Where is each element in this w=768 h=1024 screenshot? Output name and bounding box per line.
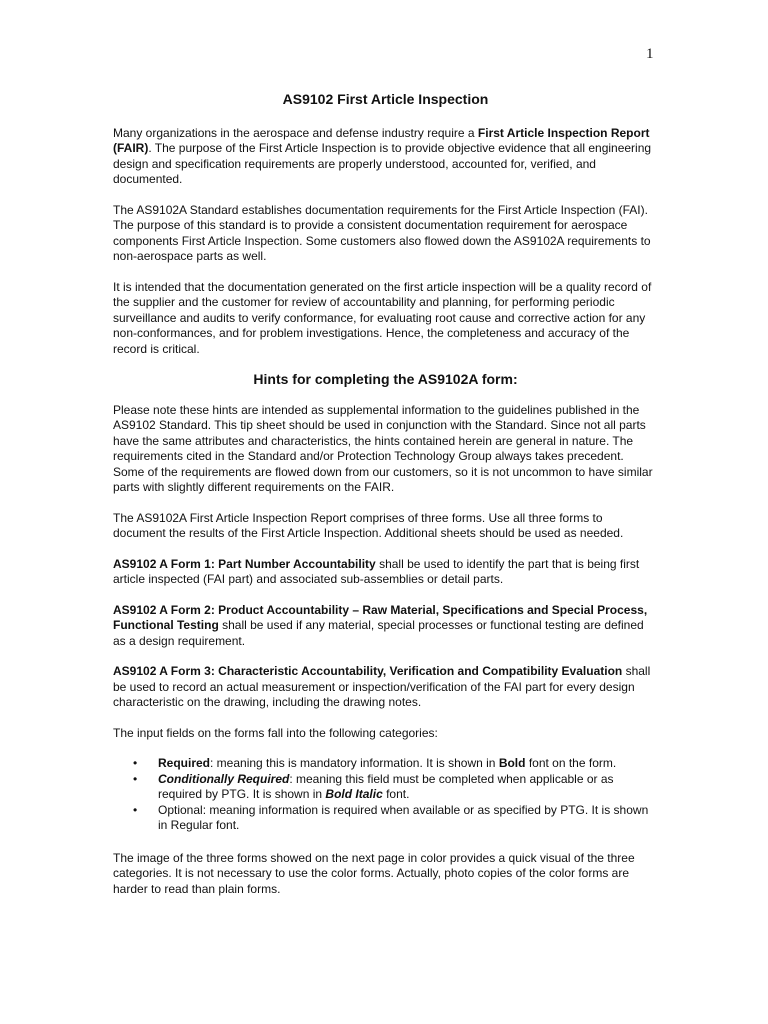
form-1-label: AS9102 A Form 1: Part Number Accountability xyxy=(113,556,376,571)
hints-paragraph-1: Please note these hints are intended as supplemental information to the guidelines published in the AS9102 Standard. This tip sheet should be used in conjunction with the Standard. Since not all parts have the same attributes and characteristics, the hints contained herein are general in nature. The requirements cited in the Standard and/or Protection Technology Group always takes precedent. Some of the requirements are flowed down from our customers, so it is not uncommon to have similar parts with slightly different requirements on the FAIR. xyxy=(113,402,653,494)
form-3-text: shall be used to record an actual measurement or inspection/verification of the FAI part for every design characteristic on the drawing, including the drawing notes. xyxy=(113,664,651,709)
bullet-icon: • xyxy=(133,802,138,817)
list-item-conditional xyxy=(113,772,658,803)
required-text-b: font on the form. xyxy=(525,756,617,770)
categories-intro: The input fields on the forms fall into the following categories: xyxy=(113,725,438,740)
required-emph: Bold xyxy=(498,756,526,770)
fair-term: First Article Inspection Report (FAIR) xyxy=(113,125,650,155)
list-item-required xyxy=(113,756,658,772)
required-label: Required xyxy=(158,756,211,770)
optional-text: Optional: meaning information is required when available or as specified by PTG. It is shown in Regular font. xyxy=(158,802,649,832)
intro-paragraph-3: It is intended that the documentation generated on the first article inspection will be a quality record of the supplier and the customer for review of accountability and planning, for performing periodic surveillance and audits to verify conformance, for evaluating root cause and corrective action for any non-conformances, and for problem investigations. Hence, the completeness and accuracy of the record is critical. xyxy=(113,279,652,356)
hints-heading: Hints for completing the AS9102A form: xyxy=(253,371,518,387)
intro-paragraph-2: The AS9102A Standard establishes documentation requirements for the First Article Inspection (FAI). The purpose of this standard is to provide a consistent documentation requirement for aerospace components First Article Inspection. Some customers also flowed down the AS9102A requirements to non-aerospace parts as well. xyxy=(113,202,651,263)
bullet-icon: • xyxy=(133,771,138,786)
form-1-text: shall be used to identify the part that is being first article inspected (FAI part) and associated sub-assemblies or detail parts. xyxy=(113,556,640,586)
conditional-text-b: font. xyxy=(382,787,410,801)
form-2-description xyxy=(113,603,658,650)
intro-paragraph-1 xyxy=(113,126,658,188)
list-item-optional xyxy=(113,803,658,834)
form-1-description xyxy=(113,557,658,588)
document-body xyxy=(113,92,658,912)
form-2-label: AS9102 A Form 2: Product Accountability – Raw Material, Specifications and Special Process, Functional Testing xyxy=(113,602,648,632)
form-2-text: shall be used if any material, special processes or functional testing are defined as a design requirement. xyxy=(113,618,644,648)
intro-p1-text-c: . The purpose of the First Article Inspection is to provide objective evidence that all engineering design and specification requirements are properly understood, accounted for, verified, and documented. xyxy=(113,141,652,186)
closing-paragraph: The image of the three forms showed on the next page in color provides a quick visual of the three categories. It is not necessary to use the color forms. Actually, photo copies of the color forms are harder to read than plain forms. xyxy=(113,850,635,896)
categories-list xyxy=(113,756,658,834)
form-3-label: AS9102 A Form 3: Characteristic Accountability, Verification and Compatibility Evaluation xyxy=(113,664,623,678)
conditional-emph: Bold Italic xyxy=(325,787,383,801)
intro-p1-text-a: Many organizations in the aerospace and defense industry require a xyxy=(113,125,478,140)
conditional-text-a: : meaning this field must be completed when applicable or as required by PTG. It is shown in xyxy=(158,771,614,801)
page-number: 1 xyxy=(646,46,654,62)
form-3-description xyxy=(113,664,658,711)
conditional-label: Conditionally Required xyxy=(158,771,290,786)
bullet-icon: • xyxy=(133,756,138,770)
required-text-a: : meaning this is mandatory information. It is shown in xyxy=(210,756,499,770)
hints-paragraph-2: The AS9102A First Article Inspection Report comprises of three forms. Use all three forms to document the results of the First Article Inspection. Additional sheets should be used as needed. xyxy=(113,510,624,540)
page-title: AS9102 First Article Inspection xyxy=(282,91,489,107)
